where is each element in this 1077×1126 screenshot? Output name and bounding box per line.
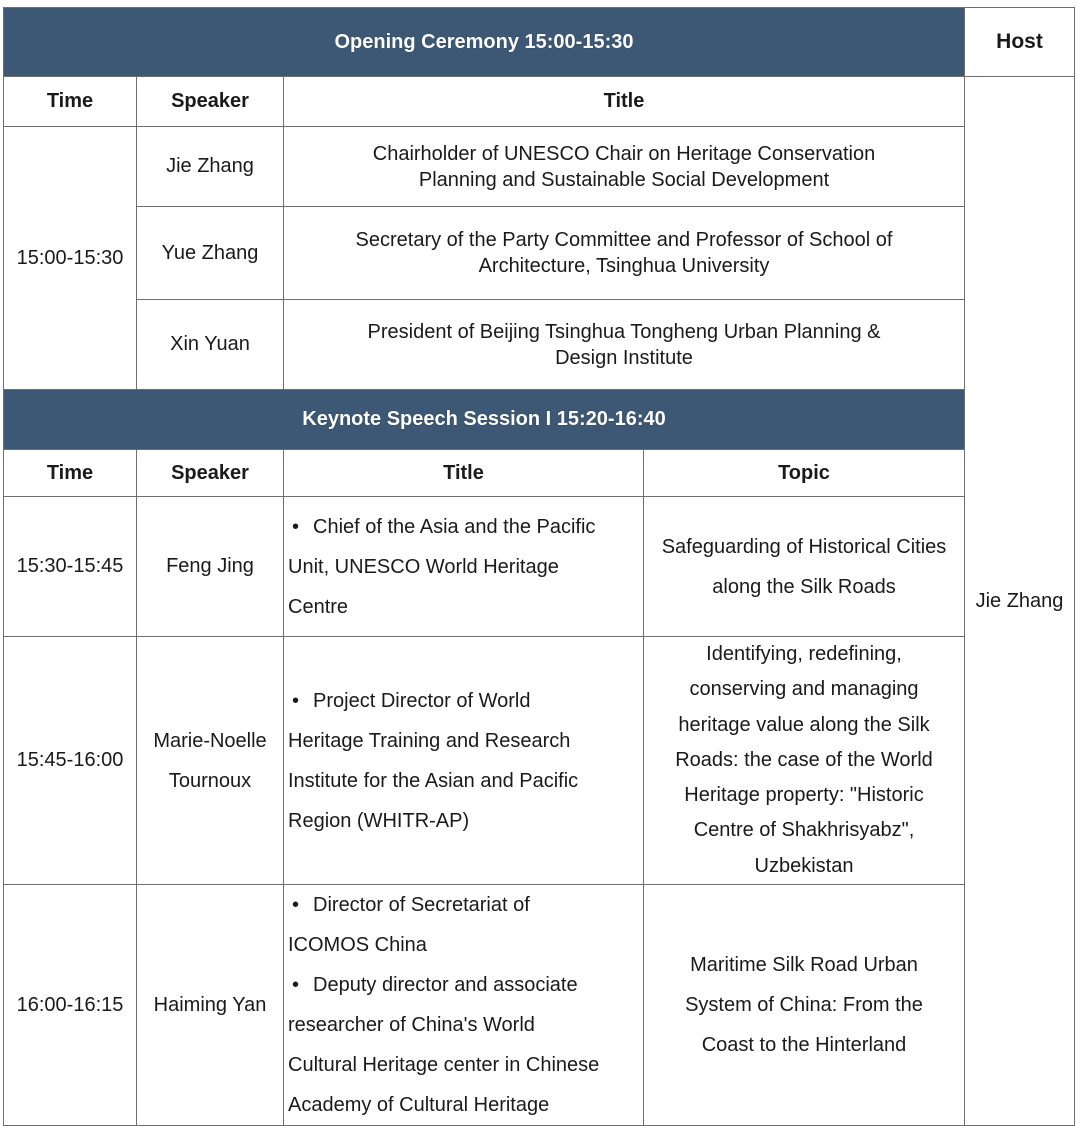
- opening-header-speaker: Speaker: [137, 77, 284, 127]
- opening-title: President of Beijing Tsinghua Tongheng Urban Planning & Design Institute: [284, 300, 965, 390]
- opening-speaker: Xin Yuan: [137, 300, 284, 390]
- opening-title: Secretary of the Party Committee and Professor of School of Architecture, Tsinghua University: [284, 207, 965, 300]
- opening-time: 15:00-15:30: [4, 127, 137, 390]
- keynote-time: 15:30-15:45: [4, 497, 137, 637]
- bullet-icon: •: [292, 515, 300, 538]
- schedule-table: [3, 7, 1075, 1126]
- table-row: [4, 885, 1075, 1126]
- opening-header-title: Title: [284, 77, 965, 127]
- bullet-icon: •: [292, 894, 300, 917]
- keynote-title: • Chief of the Asia and the Pacific Unit, UNESCO World Heritage Centre: [284, 497, 644, 637]
- bullet-icon: •: [292, 974, 300, 997]
- opening-speaker: Yue Zhang: [137, 207, 284, 300]
- table-row: [4, 207, 1075, 300]
- keynote-topic: Safeguarding of Historical Cities along the Silk Roads: [644, 497, 965, 637]
- keynote-time: 16:00-16:15: [4, 885, 137, 1126]
- table-row: [4, 127, 1075, 207]
- keynote-speaker: Feng Jing: [137, 497, 284, 637]
- table-row: [4, 497, 1075, 637]
- bullet-icon: •: [292, 689, 300, 712]
- host-name: Jie Zhang: [965, 77, 1075, 1126]
- keynote-title: • Director of Secretariat of ICOMOS China • Deputy director and associate researcher of China's World Cultural Heritage center in Chinese Academy of Cultural Heritage: [284, 885, 644, 1126]
- opening-title: Chairholder of UNESCO Chair on Heritage Conservation Planning and Sustainable Social Development: [284, 127, 965, 207]
- keynote-session-heading: Keynote Speech Session I 15:20-16:40: [4, 390, 965, 450]
- table-row: [4, 637, 1075, 885]
- opening-header-time: Time: [4, 77, 137, 127]
- keynote-header-title: Title: [284, 450, 644, 497]
- opening-speaker: Jie Zhang: [137, 127, 284, 207]
- host-header: Host: [965, 8, 1075, 77]
- keynote-speaker: Haiming Yan: [137, 885, 284, 1126]
- table-row: [4, 300, 1075, 390]
- keynote-header-topic: Topic: [644, 450, 965, 497]
- keynote-title: • Project Director of World Heritage Training and Research Institute for the Asian and Pacific Region (WHITR-AP): [284, 637, 644, 885]
- opening-ceremony-heading: Opening Ceremony 15:00-15:30: [4, 8, 965, 77]
- keynote-time: 15:45-16:00: [4, 637, 137, 885]
- keynote-topic: Identifying, redefining, conserving and managing heritage value along the Silk Roads: the case of the World Heritage property: "Historic Centre of Shakhrisyabz", Uzbekistan: [644, 637, 965, 885]
- keynote-header-speaker: Speaker: [137, 450, 284, 497]
- keynote-speaker: Marie-Noelle Tournoux: [137, 637, 284, 885]
- keynote-header-time: Time: [4, 450, 137, 497]
- keynote-topic: Maritime Silk Road Urban System of China: From the Coast to the Hinterland: [644, 885, 965, 1126]
